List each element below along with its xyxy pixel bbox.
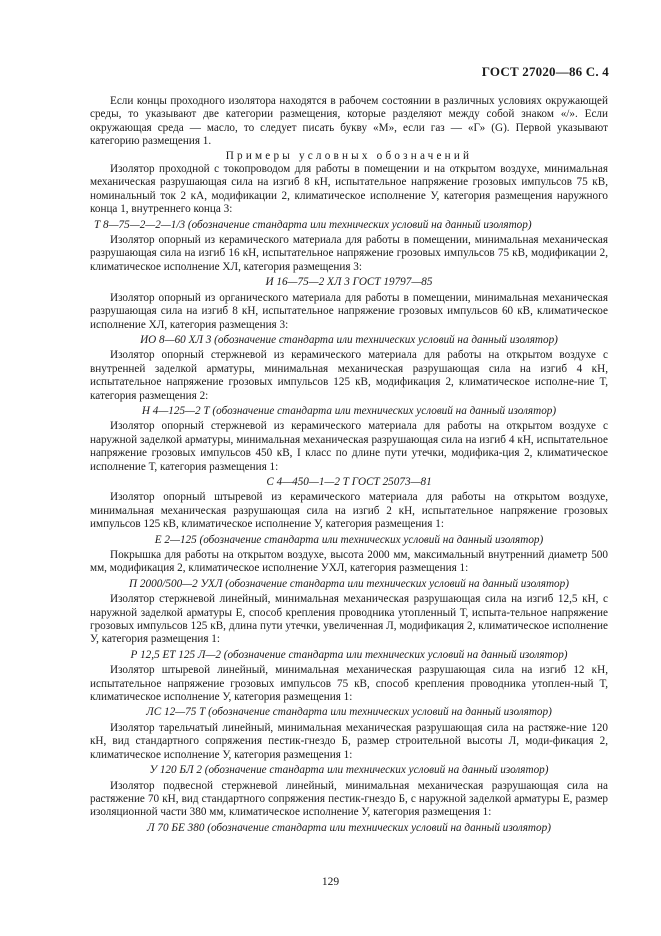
paragraph-example-11: Изолятор подвесной стержневой линейный, минимальная механическая разрушающая сила на растяжение 70 кН, вид стандартного сопряжения пестик-гнездо Б, с наружной заделкой арматуры Е, размер изоляционной части 380 мм, климатическое исполнение У, категория размещения 1:: [90, 779, 608, 819]
paragraph-example-3: Изолятор опорный из органического материала для работы в помещении, минимальная механическая разрушающая сила на изгиб 8 кН, испытательное напряжение грозовых импульсов 60 кВ, климатическое исполнение ХЛ, категория размещения 3:: [90, 291, 608, 331]
paragraph-example-2: Изолятор опорный из керамического материала для работы в помещении, минимальная механическая разрушающая сила на изгиб 16 кН, испытательное напряжение грозовых импульсов 75 кВ, модификации 2, климатическое исполнение ХЛ, категория размещения 3:: [90, 234, 608, 273]
page-body: [90, 95, 608, 837]
paragraph-example-8: Изолятор стержневой линейный, минимальная механическая разрушающая сила на изгиб 12,5 кН, с наружной заделкой арматуры Е, способ крепления проводника утопленный Т, испыта-тельное напряжение грозовых импульсов 125 кВ, длина пути утечки, увеличенная Л, модификация 2, климатическое исполнение У, категория размещения 1:: [90, 593, 608, 646]
designation-3: ИО 8—60 ХЛ 3 (обозначение стандарта или технических условий на данный изолятор): [140, 333, 558, 346]
page-number: 129: [321, 876, 340, 888]
designation-2: И 16—75—2 ХЛ 3 ГОСТ 19797—85: [265, 276, 433, 289]
designation-5: С 4—450—1—2 Т ГОСТ 25073—81: [266, 475, 432, 488]
paragraph-example-6: Изолятор опорный штыревой из керамического материала для работы на открытом воздухе, минимальная механическая разрушающая сила на изгиб 2 кН, испытательное напряжение грозовых импульсов 125 кВ, климатическое исполнение У, категория размещения 1:: [90, 491, 608, 531]
paragraph-example-10: Изолятор тарельчатый линейный, минимальная механическая разрушающая сила на растяже-ние 120 кН, вид стандартного сопряжения пестик-гнездо Б, размер строительной высоты Л, моди-фикация 2, климатическое исполнение У, категория размещения 1:: [90, 721, 608, 761]
designation-1: Т 8—75—2—2—1/3 (обозначение стандарта или технических условий на данный изолятор): [94, 218, 532, 231]
paragraph-example-4: Изолятор опорный стержневой из керамического материала для работы на открытом воздухе с внутренней заделкой арматуры, минимальная механическая разрушающая сила на изгиб 4 кН, испытательное напряжение грозовых импульсов 125 кВ, модификация 2, климатическое исполне-ние Т, категория размещения 2:: [90, 349, 608, 402]
page-header: ГОСТ 27020—86 С. 4: [481, 64, 609, 79]
designation-7: П 2000/500—2 УХЛ (обозначение стандарта или технических условий на данный изолятор): [129, 577, 569, 590]
designation-8: Р 12,5 ЕТ 125 Л—2 (обозначение стандарта или технических условий на данный изолятор): [130, 648, 568, 661]
paragraph-example-5: Изолятор опорный стержневой из керамического материала для работы на открытом воздухе с наружной заделкой арматуры, минимальная механическая разрушающая сила на изгиб 4 кН, испытательное напряжение грозовых импульсов 450 кВ, I класс по длине пути утечки, модифика-ция 2, климатическое исполнение Т, категория размещения 1:: [90, 420, 608, 473]
paragraph-intro: Если концы проходного изолятора находятся в рабочем состоянии в различных условиях окружающей среды, то указывают две категории размещения, которые разделяют между собой знаком «/». Если окружающая среда — масло, то следует писать букву «М», если газ — «Г» (G). Первой указывают категорию размещения 1.: [90, 95, 608, 148]
designation-4: Н 4—125—2 Т (обозначение стандарта или технических условий на данный изолятор): [141, 404, 557, 417]
designation-10: У 120 БЛ 2 (обозначение стандарта или технических условий на данный изолятор): [149, 764, 549, 777]
designation-11: Л 70 БЕ 380 (обозначение стандарта или технических условий на данный изолятор): [147, 821, 551, 834]
designation-6: Е 2—125 (обозначение стандарта или технических условий на данный изолятор): [154, 533, 544, 546]
paragraph-example-9: Изолятор штыревой линейный, минимальная механическая разрушающая сила на изгиб 12 кН, испытательное напряжение грозовых импульсов 75 кВ, способ крепления проводника утоплен-ный Т, климатическое исполнение У, категория размещения 1:: [90, 664, 608, 704]
designation-9: ЛС 12—75 Т (обозначение стандарта или технических условий на данный изолятор): [146, 706, 552, 719]
paragraph-example-1: Изолятор проходной с токопроводом для работы в помещении и на открытом воздухе, минимальная механическая разрушающая сила на изгиб 8 кН, испытательное напряжение грозовых импульсов 75 кВ, номинальный ток 2 кА, модификации 2, климатическое исполнение У, категория размещения наружного конца 1, внутреннего конца 3:: [90, 163, 608, 216]
section-heading: Примеры условных обозначений: [225, 149, 473, 162]
paragraph-example-7: Покрышка для работы на открытом воздухе, высота 2000 мм, максимальный внутренний диаметр 500 мм, модификация 2, климатическое исполнение УХЛ, категория размещения 1:: [90, 549, 608, 575]
